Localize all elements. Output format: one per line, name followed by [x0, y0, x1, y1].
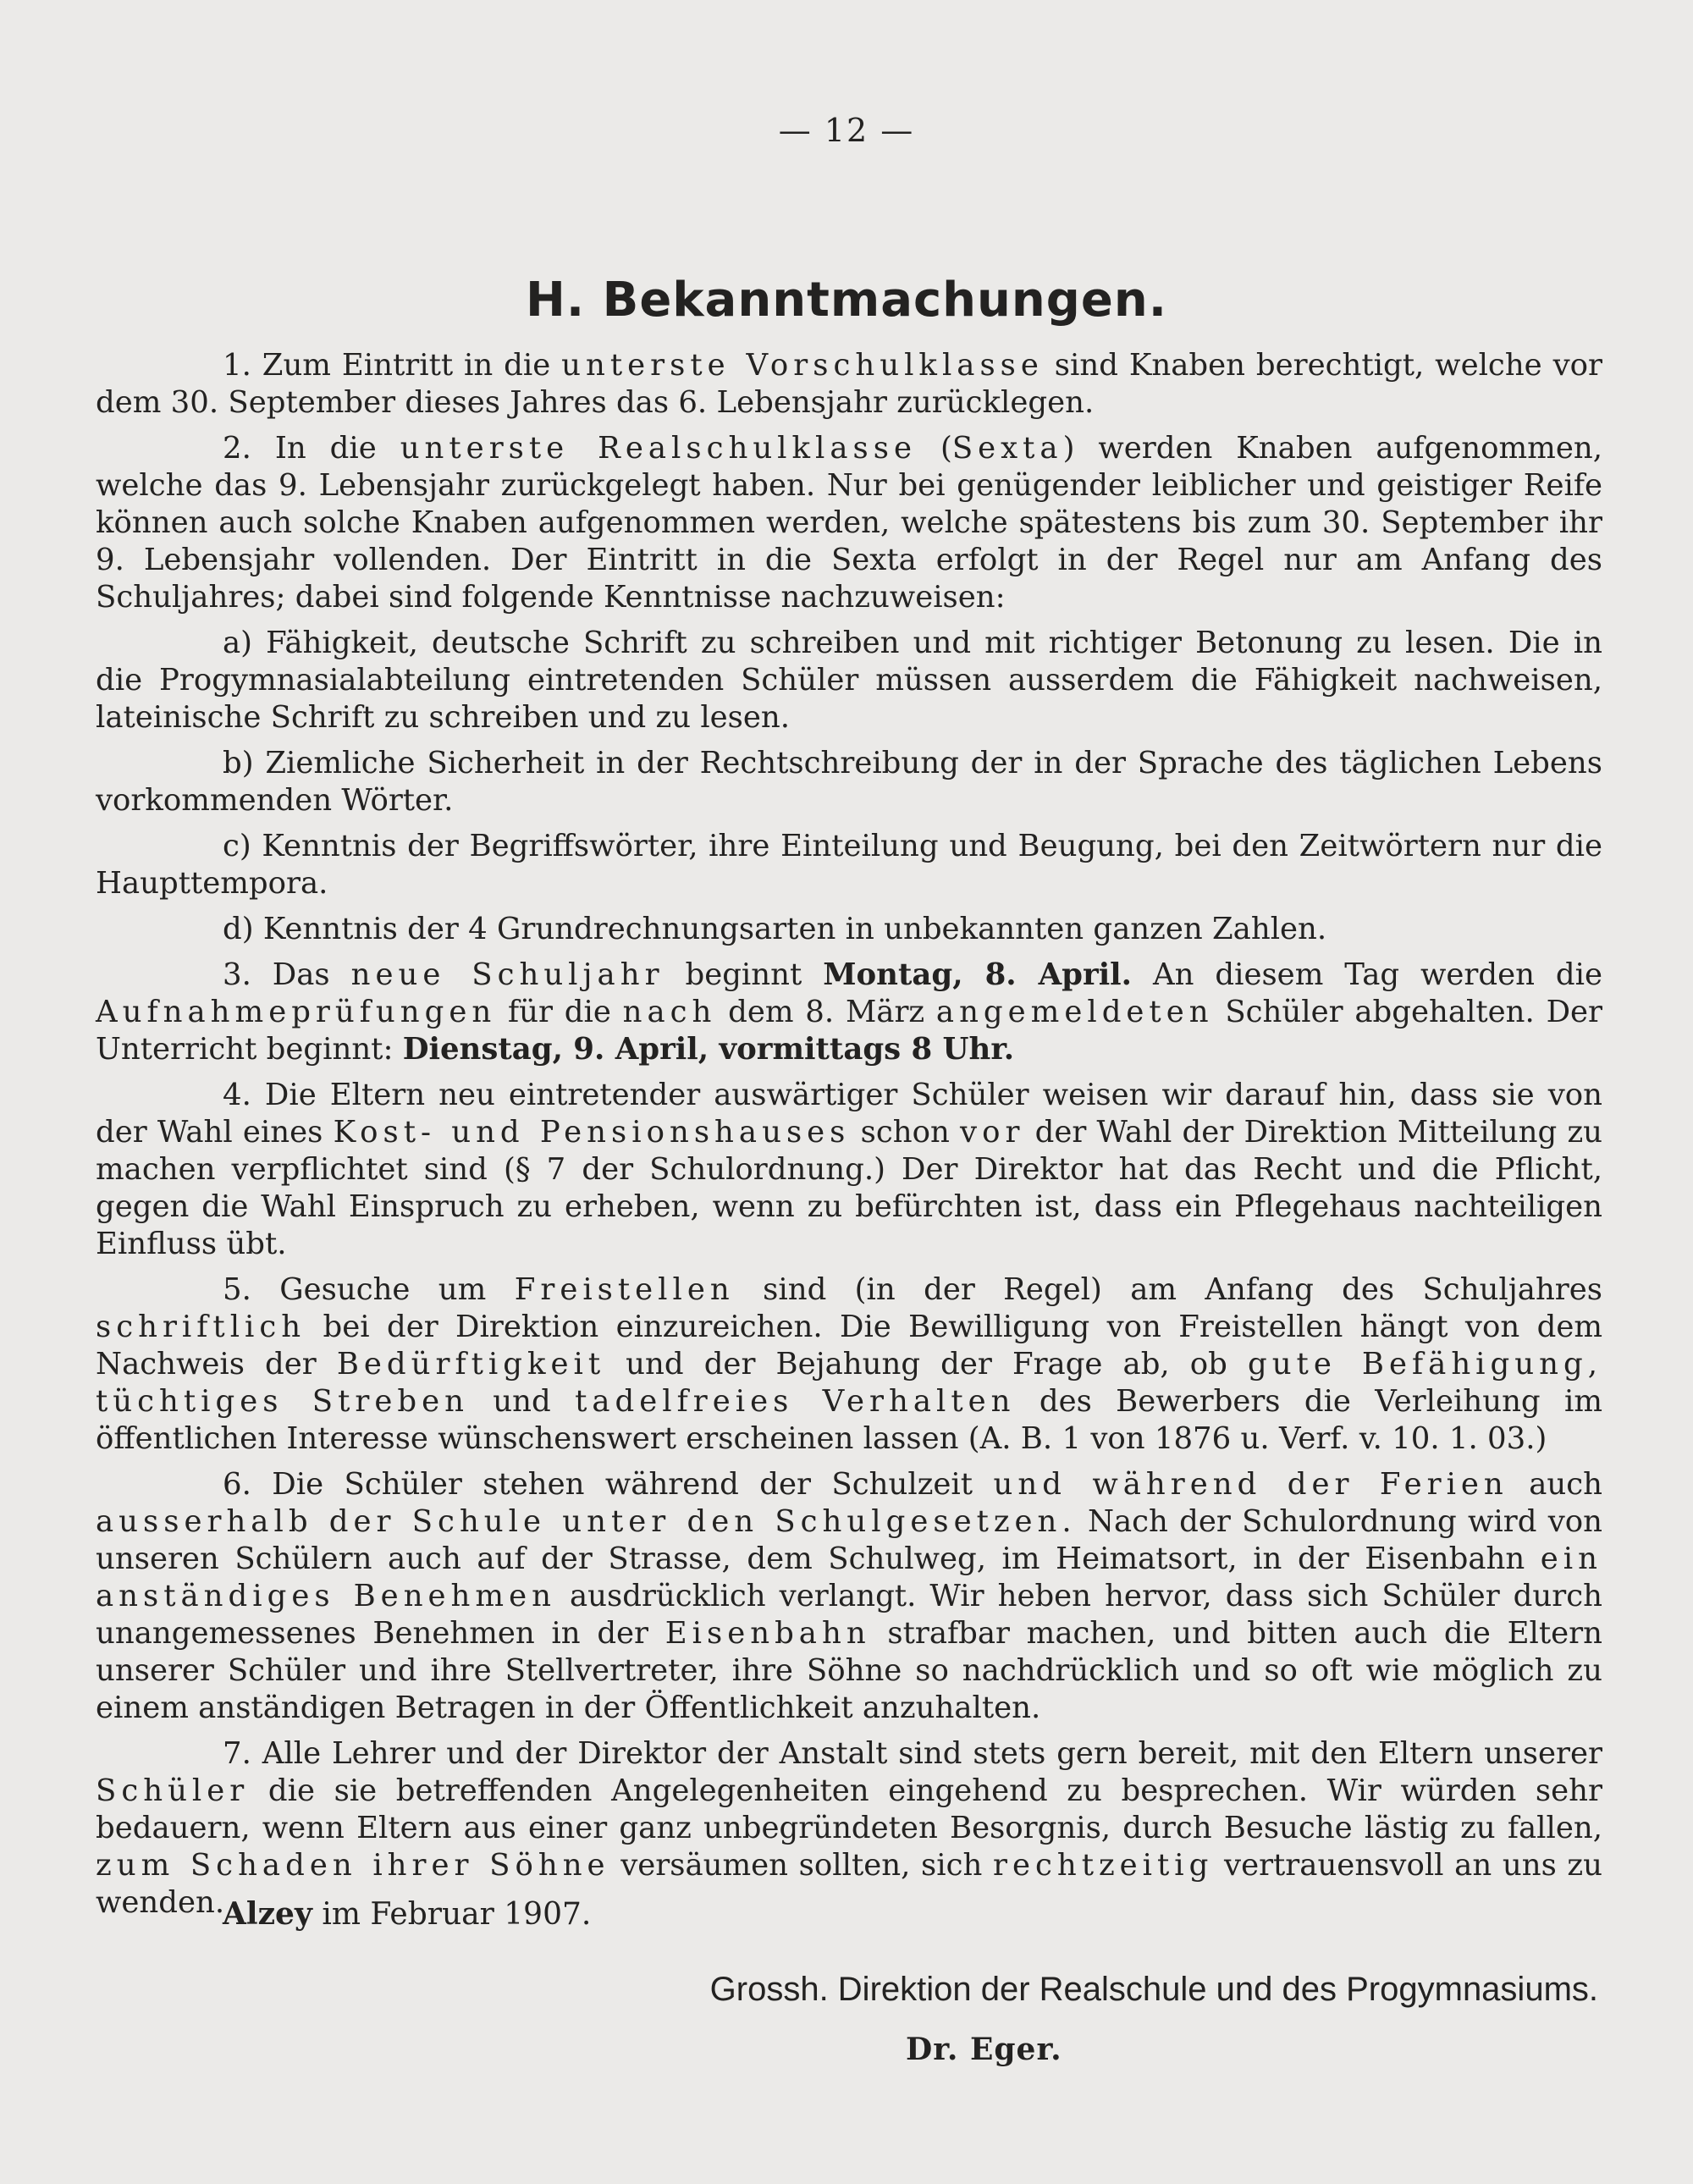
paragraph-2c: c) Kenntnis der Begriffswörter, ihre Einteilung und Beugung, bei den Zeitwörtern nur die Haupttempora. [96, 829, 1602, 901]
section-title: H. Bekanntmachungen. [526, 273, 1167, 328]
paragraph-7: 7. Alle Lehrer und der Direktor der Anstalt sind stets gern bereit, mit den Eltern unserer Schüler die sie betreffenden Angelegenheiten eingehend zu besprechen. Wir würden sehr bedauern, wenn Eltern aus einer ganz unbegründeten Besorgnis, durch Besuche lästig zu fallen, zum Schaden ihrer Söhne versäumen sollten, sich rechtzeitig vertrauensvoll an uns zu wenden. [96, 1736, 1602, 1920]
closing-date: im Februar 1907. [312, 1897, 592, 1932]
closing-place: Alzey [223, 1896, 312, 1932]
paragraph-4: 4. Die Eltern neu eintretender auswärtiger Schüler weisen wir darauf hin, dass sie von der Wahl eines Kost- und Pensionshauses schon vor der Wahl der Direktion Mitteilung zu machen verpflichtet sind (§ 7 der Schulordnung.) Der Direktor hat das Recht und die Pflicht, gegen die Wahl Einspruch zu erheben, wenn zu befürchten ist, dass ein Pflegehaus nachteiligen Einfluss übt. [96, 1078, 1603, 1261]
signature: Dr. Eger. [906, 2032, 1062, 2067]
institution-line: Grossh. Direktion der Realschule und des Progymnasiums. [709, 1971, 1598, 2008]
paragraph-1: 1. Zum Eintritt in die unterste Vorschulklasse sind Knaben berechtigt, welche vor dem 30. September dieses Jahres das 6. Lebensjahr zurücklegen. [96, 348, 1602, 420]
paragraph-2: 2. In die unterste Realschulklasse (Sexta) werden Knaben aufgenommen, welche das 9. Lebensjahr zurückgelegt haben. Nur bei genügender leiblicher und geistiger Reife können auch solche Knaben aufgenommen werden, welche spätestens bis zum 30. September ihr 9. Lebensjahr vollenden. Der Eintritt in die Sexta erfolgt in der Regel nur am Anfang des Schuljahres; dabei sind folgende Kenntnisse nachzuweisen: [96, 431, 1602, 615]
paragraph-2a: a) Fähigkeit, deutsche Schrift zu schreiben und mit richtiger Betonung zu lesen. Die in die Progymnasialabteilung eintretenden Schüler müssen ausserdem die Fähigkeit nachweisen, lateinische Schrift zu schreiben und zu lesen. [96, 626, 1602, 735]
page-number: — 12 — [778, 112, 915, 149]
document-body [96, 347, 1602, 1930]
paragraph-2b: b) Ziemliche Sicherheit in der Rechtschreibung der in der Sprache des täglichen Lebens vorkommenden Wörter. [96, 746, 1602, 818]
closing-place-date [223, 1896, 591, 1932]
paragraph-2d: d) Kenntnis der 4 Grundrechnungsarten in unbekannten ganzen Zahlen. [223, 912, 1327, 946]
paragraph-5: 5. Gesuche um Freistellen sind (in der Regel) am Anfang des Schuljahres schriftlich bei der Direktion einzureichen. Die Bewilligung von Freistellen hängt von dem Nachweis der Bedürftigkeit und der Bejahung der Frage ab, ob gute Befähigung, tüchtiges Streben und tadelfreies Verhalten des Bewerbers die Verleihung im öffentlichen Interesse wünschenswert erscheinen lassen (A. B. 1 von 1876 u. Verf. v. 10. 1. 03.) [96, 1272, 1603, 1456]
paragraph-6: 6. Die Schüler stehen während der Schulzeit und während der Ferien auch ausserhalb der Schule unter den Schulgesetzen. Nach der Schulordnung wird von unseren Schülern auch auf der Strasse, dem Schulweg, im Heimatsort, in der Eisenbahn ein anständiges Benehmen ausdrücklich verlangt. Wir heben hervor, dass sich Schüler durch unangemessenes Benehmen in der Eisenbahn strafbar machen, und bitten auch die Eltern unserer Schüler und ihre Stellvertreter, ihre Söhne so nachdrücklich und so oft wie möglich zu einem anständigen Betragen in der Öffentlichkeit anzuhalten. [96, 1467, 1602, 1725]
paragraph-3: 3. Das neue Schuljahr beginnt Montag, 8. April. An diesem Tag werden die Aufnahmeprüfungen für die nach dem 8. März angemeldeten Schüler abgehalten. Der Unterricht beginnt: Dienstag, 9. April, vormittags 8 Uhr. [96, 957, 1603, 1067]
